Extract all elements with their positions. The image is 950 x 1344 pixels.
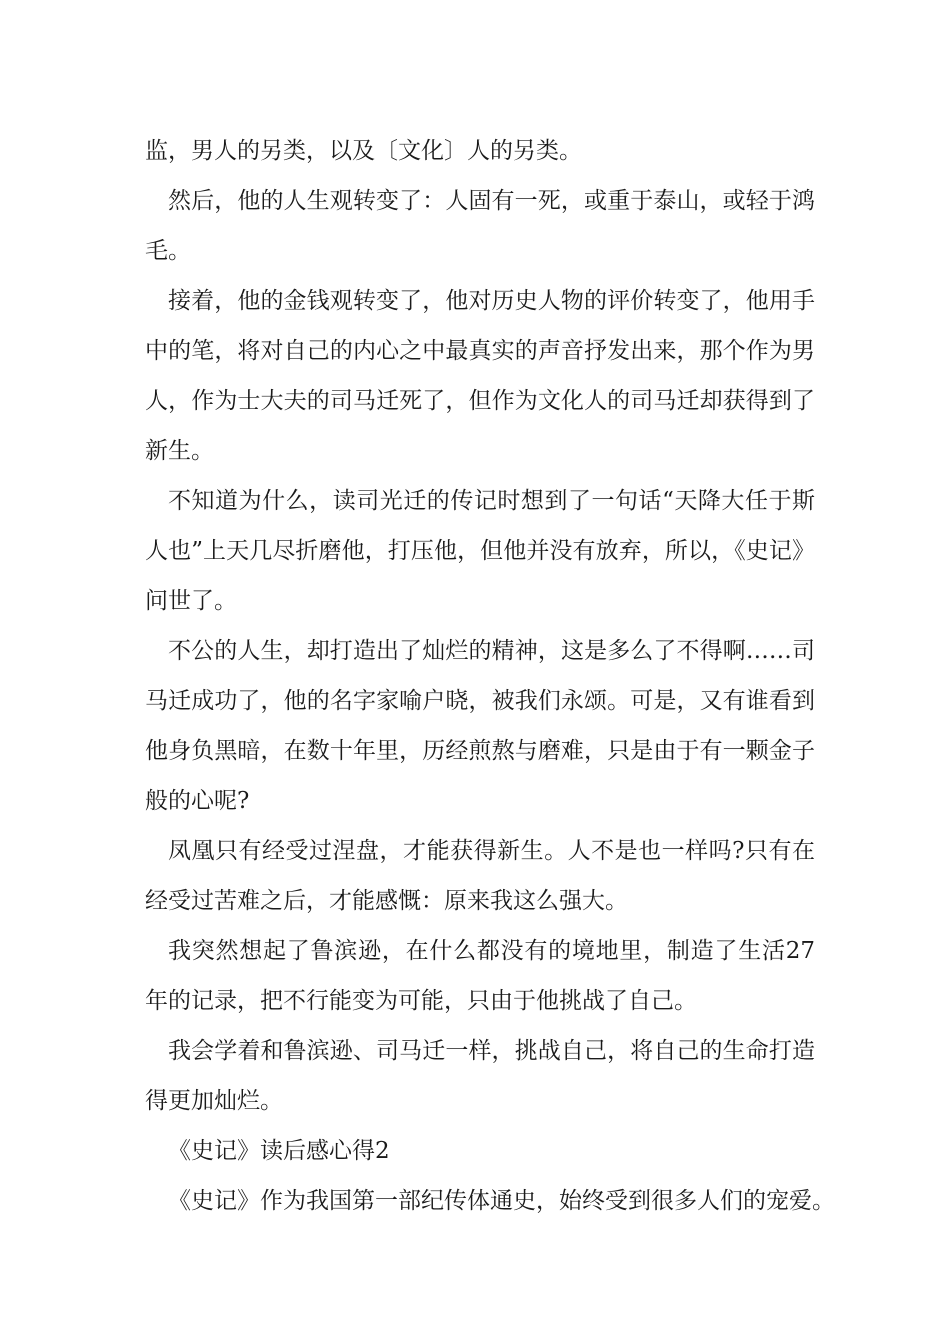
paragraph: 我会学着和鲁滨逊、司马迁一样，挑战自己，将自己的生命打造得更加灿烂。 <box>145 1038 815 1114</box>
paragraph: 不知道为什么，读司光迁的传记时想到了一句话“天降大任于斯人也”上天几尽折磨他，打压他，但他并没有放弃，所以，《史记》问世了。 <box>145 488 815 614</box>
paragraph: 然后，他的人生观转变了：人固有一死，或重于泰山，或轻于鸿毛。 <box>145 188 815 264</box>
section-heading: 《史记》读后感心得2 <box>168 1138 390 1164</box>
document-body <box>145 126 835 1226</box>
paragraph-continuation: 监，男人的另类，以及〔文化〕人的另类。 <box>145 138 582 164</box>
paragraph: 接着，他的金钱观转变了，他对历史人物的评价转变了，他用手中的笔，将对自己的内心之中最真实的声音抒发出来，那个作为男人，作为士大夫的司马迁死了，但作为文化人的司马迁却获得到了新生。 <box>145 288 815 464</box>
paragraph: 不公的人生，却打造出了灿烂的精神，这是多么了不得啊……司马迁成功了，他的名字家喻户晓，被我们永颂。可是，又有谁看到他身负黑暗，在数十年里，历经煎熬与磨难，只是由于有一颗金子般的心呢? <box>145 638 815 814</box>
paragraph: 我突然想起了鲁滨逊，在什么都没有的境地里，制造了生活27年的记录，把不行能变为可能，只由于他挑战了自己。 <box>145 938 815 1014</box>
paragraph: 凤凰只有经受过涅盘，才能获得新生。人不是也一样吗?只有在经受过苦难之后，才能感慨：原来我这么强大。 <box>145 838 815 914</box>
paragraph: 《史记》作为我国第一部纪传体通史，始终受到很多人们的宠爱。 <box>168 1188 835 1214</box>
